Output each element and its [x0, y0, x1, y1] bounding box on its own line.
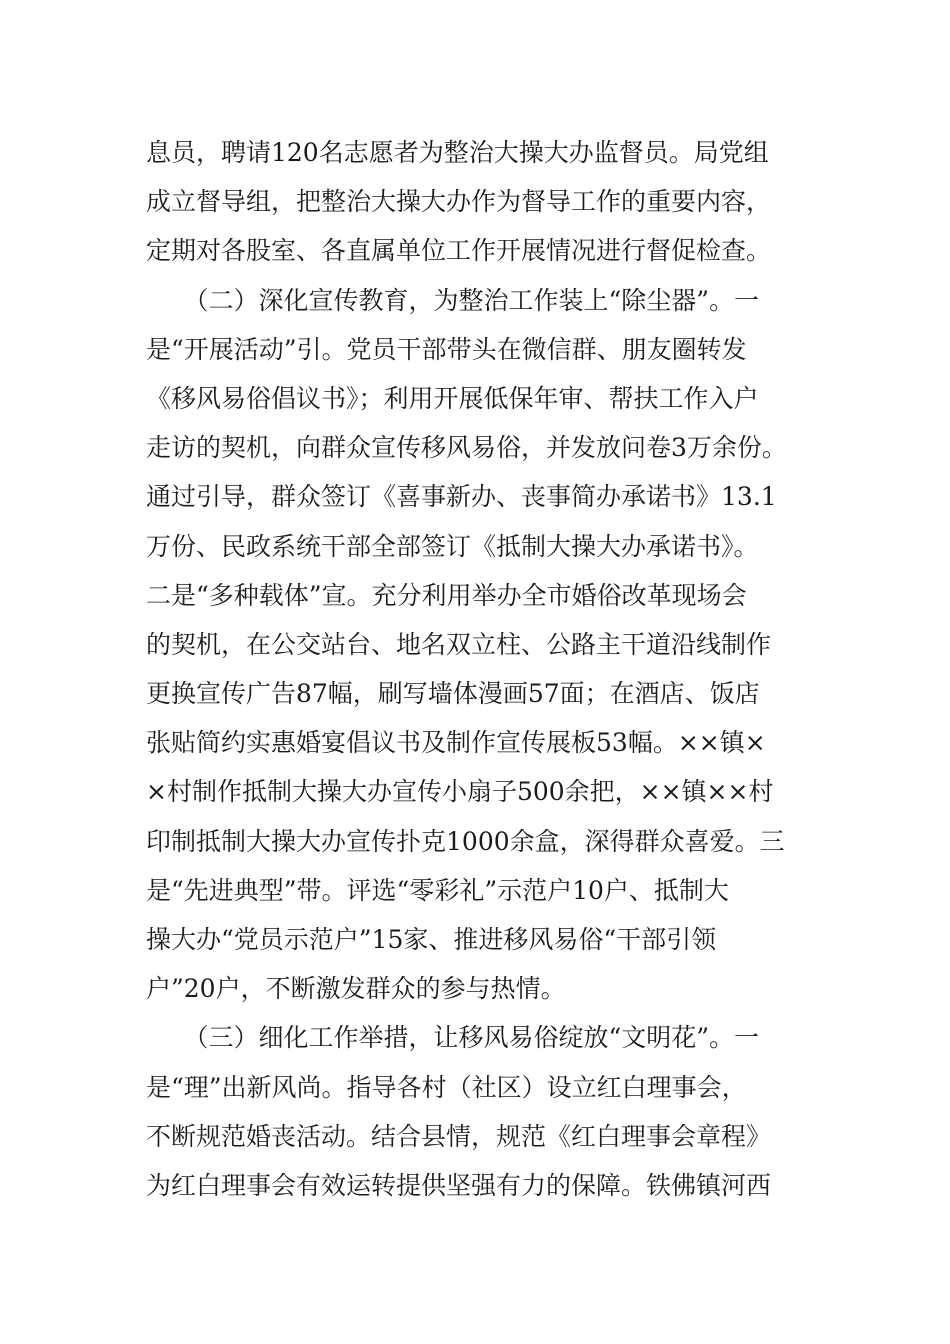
- text-line: 通过引导，群众签订《喜事新办、丧事简办承诺书》13.1: [146, 482, 777, 512]
- text-line: 二是“多种载体”宣。充分利用举办全市婚俗改革现场会: [146, 580, 747, 610]
- text-line: 走访的契机，向群众宣传移风易俗，并发放问卷3万余份。: [146, 433, 787, 463]
- document-body: [146, 128, 826, 1210]
- text-line: 成立督导组，把整治大操大办作为督导工作的重要内容，: [146, 187, 772, 217]
- text-line: 息员，聘请120名志愿者为整治大操大办监督员。局党组: [146, 138, 769, 167]
- text-line: 是“理”出新风尚。指导各村（社区）设立红白理事会，: [146, 1072, 747, 1102]
- text-line: 万份、民政系统干部全部签订《抵制大操大办承诺书》。: [146, 531, 759, 561]
- text-line: 不断规范婚丧活动。结合县情，规范《红白理事会章程》: [146, 1121, 772, 1151]
- text-line: 《移风易俗倡议书》；利用开展低保年审、帮扶工作入户: [146, 383, 759, 413]
- paragraph-heading-line: （二）深化宣传教育，为整治工作装上“除尘器”。一: [146, 285, 760, 315]
- text-line: 是“开展活动”引。党员干部带头在微信群、朋友圈转发: [146, 334, 747, 364]
- paragraph-heading-line: （三）细化工作举措，让移风易俗绽放“文明花”。一: [146, 1023, 760, 1053]
- text-line: 更换宣传广告87幅，刷写墙体漫画57面；在酒店、饭店: [146, 679, 760, 709]
- text-line: 操大办“党员示范户”15家、推进移风易俗“干部引领: [146, 925, 717, 954]
- text-line: 张贴简约实惠婚宴倡议书及制作宣传展板53幅。××镇×: [146, 728, 766, 758]
- text-line: 为红白理事会有效运转提供坚强有力的保障。铁佛镇河西: [146, 1170, 772, 1200]
- text-line: 户”20户，不断激发群众的参与热情。: [146, 974, 566, 1004]
- text-line: ×村制作抵制大操大办宣传小扇子500余把，××镇××村: [146, 777, 774, 807]
- text-line: 是“先进典型”带。评选“零彩礼”示范户10户、抵制大: [146, 875, 729, 905]
- text-line: 定期对各股室、各直属单位工作开展情况进行督促检查。: [146, 236, 772, 266]
- text-line: 的契机，在公交站台、地名双立柱、公路主干道沿线制作: [146, 629, 772, 659]
- text-line: 印制抵制大操大办宣传扑克1000余盒，深得群众喜爱。三: [146, 826, 785, 856]
